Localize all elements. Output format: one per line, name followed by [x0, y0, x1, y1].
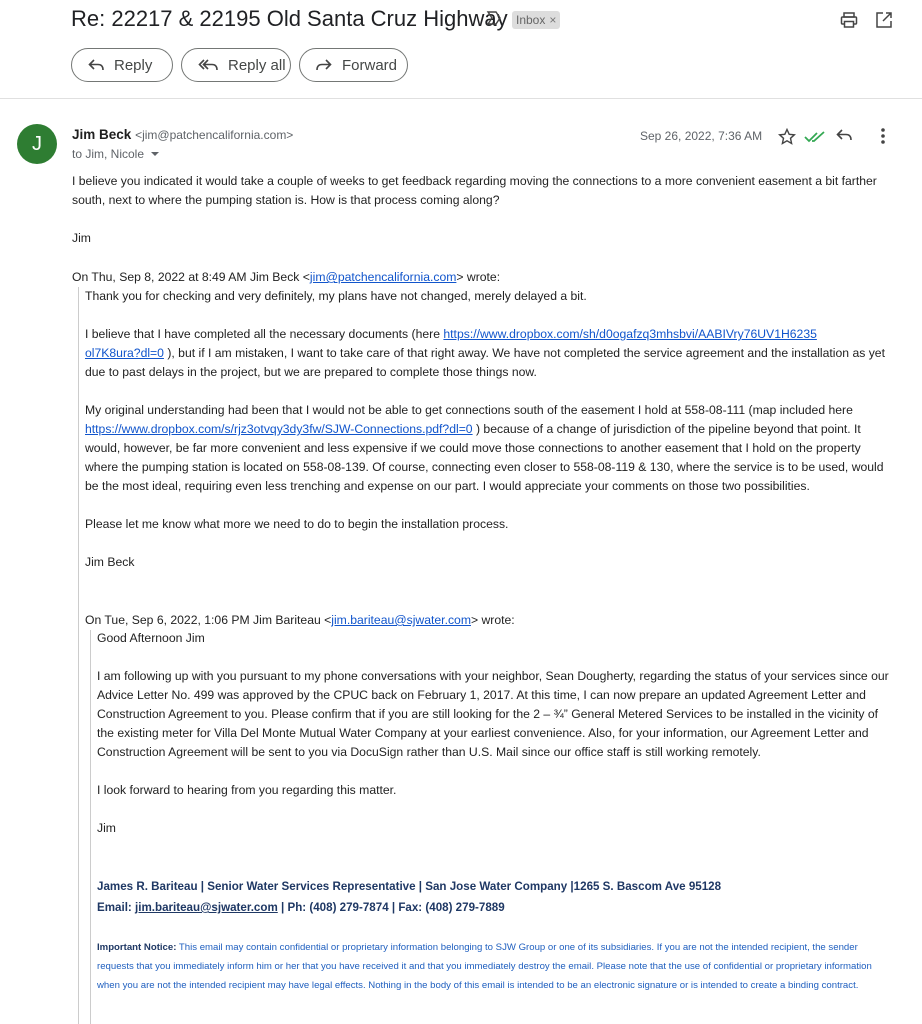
quote2-paragraph-1: I am following up with you pursuant to my phone conversations with your neighbor, Sean Dougherty, regarding the status of your services since our Advice Letter No. 499 was approved by the CPUC back on February 1, 2017. At this time, I can now prepare an updated Agreement Letter and Construction Agreement to you. Please confirm that if you are still looking for the 2 – ¾” General Metered Services to be installed in the vicinity of the existing meter for Villa Del Monte Mutual Water Company at your earliest convenience. Also, for your information, our Agreement Letter and Construction Agreement will be sent to you via DocuSign rather than U.S. Mail since our office staff is still working remotely. — [97, 669, 889, 759]
reply-icon — [88, 58, 104, 72]
reply-button-label: Reply — [114, 56, 153, 74]
notice-text: This email may contain confidential or proprietary information belonging to SJW Group or one of its subsidiaries. If you are not the intended recipient, the sender requests that you immediately inform him or her that you have received it and that you immediately destroy the email. Please note that the use of confidential or proprietary information when you are not the intended recipient may have legal effects. Nothing in the body of this email is intended to be an electronic signature or is intended to create a binding contract. — [97, 942, 872, 991]
message-paragraph: I believe you indicated it would take a couple of weeks to get feedback regarding moving the connections to a more convenient easement a bit farther south, next to where the pumping station is. How is that process coming along? — [72, 174, 877, 207]
remove-label-icon[interactable]: × — [549, 13, 557, 27]
inbox-label-chip[interactable] — [512, 11, 560, 29]
importance-marker-icon[interactable] — [486, 9, 502, 27]
recipients-dropdown[interactable] — [72, 147, 160, 161]
sender-avatar[interactable]: J — [17, 124, 57, 164]
print-icon[interactable] — [840, 11, 858, 29]
message-body — [72, 172, 892, 248]
signature-line-2 — [97, 897, 505, 918]
quote2-attribution — [85, 611, 515, 630]
quote1-p3-text: My original understanding had been that I would not be able to get connections south of the easement I hold at 558-08-111 (map included here — [85, 403, 853, 417]
quote1-attribution-suffix: > wrote: — [456, 270, 501, 284]
chevron-down-icon — [150, 150, 160, 158]
signature-phone: | Ph: (408) 279-7874 | Fax: (408) 279-7889 — [277, 901, 505, 914]
message-signature: Jim — [72, 231, 91, 245]
quote1-email-link[interactable]: jim@patchencalifornia.com — [309, 270, 457, 284]
quote2-attribution-prefix: On Tue, Sep 6, 2022, 1:06 PM Jim Bariteau < — [85, 613, 332, 627]
quote1-paragraph-4: Please let me know what more we need to do to begin the installation process. — [85, 517, 509, 531]
quote1-p2-text: I believe that I have completed all the necessary documents (here — [85, 327, 444, 341]
quote2-email-link[interactable]: jim.bariteau@sjwater.com — [331, 613, 471, 627]
quote1-attribution-prefix: On Thu, Sep 8, 2022 at 8:49 AM Jim Beck < — [72, 270, 310, 284]
dropbox-map-link[interactable]: https://www.dropbox.com/s/rjz3otvqy3dy3fw/SJW-Connections.pdf?dl=0 — [85, 422, 473, 436]
forward-icon — [316, 58, 332, 72]
quote2-body — [97, 629, 892, 838]
sender-email: <jim@patchencalifornia.com> — [135, 128, 294, 142]
sender-name[interactable]: Jim Beck — [72, 127, 132, 142]
forward-button-label: Forward — [342, 56, 398, 74]
important-notice — [97, 938, 895, 995]
signature-email-link[interactable]: jim.bariteau@sjwater.com — [135, 901, 278, 914]
signature-line-1: James R. Bariteau | Senior Water Services Representative | San Jose Water Company |1265 S. Bascom Ave 95128 — [97, 880, 722, 893]
inbox-label-text: Inbox — [516, 13, 546, 27]
reply-all-button[interactable] — [181, 48, 291, 82]
quote1-p3-text-end: ) because of a change of jurisdiction of the pipeline beyond that point. It would, however, be far more convenient and less expensive if we could move those connections to another easement that I hold on the property where the pumping station is located on 558-08-139. Of course, connecting even closer to 558-08-119 & 130, where the service is to be used, would be the most ideal, requiring even less trenching and expense on our part. I would appreciate your comments on those two possibilities. — [85, 422, 884, 493]
recipients-text: to Jim, Nicole — [72, 147, 145, 161]
header-divider — [0, 98, 922, 99]
quote1-p2-text-end: ), but if I am mistaken, I want to take care of that right away. We have not completed the service agreement and the installation as yet due to past delays in the project, but we are prepared to complete those things now. — [85, 346, 885, 379]
quote2-paragraph-2: I look forward to hearing from you regarding this matter. — [97, 783, 397, 797]
quote2-greeting: Good Afternoon Jim — [97, 631, 205, 645]
quote2-signature: Jim — [97, 821, 116, 835]
notice-label: Important Notice: — [97, 942, 177, 953]
sender-info — [72, 127, 293, 142]
signature-email-label: Email: — [97, 901, 136, 914]
quote1-signature: Jim Beck — [85, 555, 135, 569]
double-check-icon — [804, 130, 826, 144]
quote1-paragraph-2 — [85, 325, 893, 382]
quote1-paragraph-1: Thank you for checking and very definitely, my plans have not changed, merely delayed a bit. — [85, 289, 587, 303]
forward-button[interactable] — [299, 48, 408, 82]
quote1-body — [85, 287, 893, 572]
star-icon[interactable] — [778, 128, 796, 146]
open-in-new-window-icon[interactable] — [875, 11, 893, 29]
quote1-attribution — [72, 268, 500, 287]
reply-all-icon — [198, 58, 218, 72]
email-subject: Re: 22217 & 22195 Old Santa Cruz Highway — [71, 6, 508, 31]
quote1-bar — [78, 287, 79, 1024]
quote2-bar — [90, 630, 91, 1024]
more-options-icon[interactable] — [879, 127, 887, 145]
reply-button[interactable] — [71, 48, 173, 82]
quote1-paragraph-3 — [85, 401, 893, 496]
quote2-attribution-suffix: > wrote: — [470, 613, 515, 627]
message-date: Sep 26, 2022, 7:36 AM — [640, 129, 763, 143]
reply-message-icon[interactable] — [836, 128, 854, 144]
dropbox-link-part1: https://www.dropbox.com/sh/d0ogafzq3mhsbvi/AABIVry76UV1H6235 — [443, 327, 817, 341]
reply-all-button-label: Reply all — [228, 56, 286, 74]
dropbox-link-part2: ol7K8ura?dl=0 — [85, 346, 164, 360]
